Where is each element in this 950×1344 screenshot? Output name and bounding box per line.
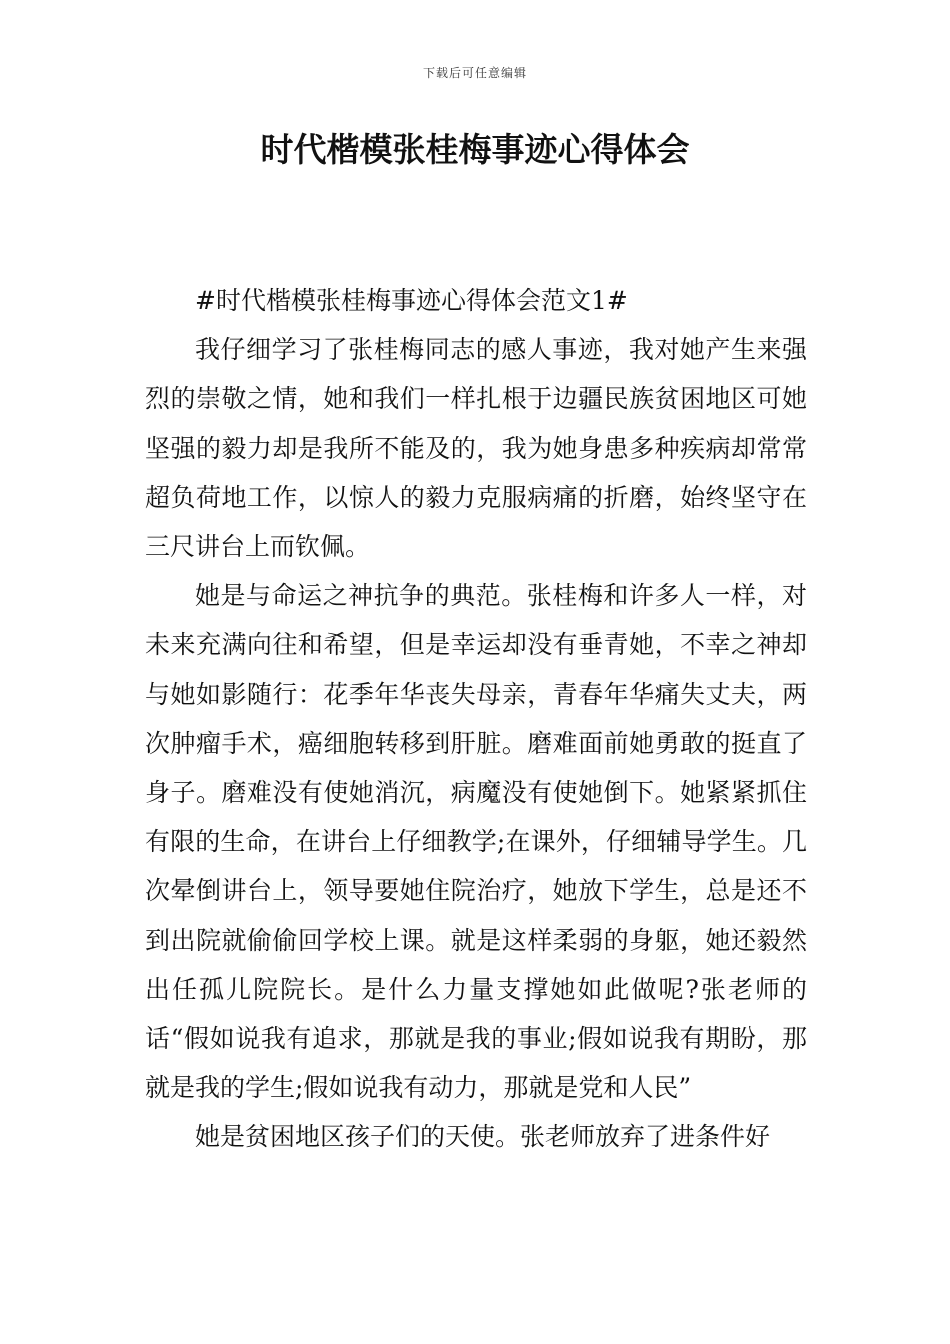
body-paragraph-2: 她是与命运之神抗争的典范。张桂梅和许多人一样，对未来充满向往和希望，但是幸运却没有垂青她，不幸之神却与她如影随行：花季年华丧失母亲，青春年华痛失丈夫，两次肿瘤手术，癌细胞转移到肝脏。磨难面前她勇敢的挺直了身子。磨难没有使她消沉，病魔没有使她倒下。她紧紧抓住有限的生命，在讲台上仔细教学;在课外，仔细辅导学生。几次晕倒讲台上，领导要她住院治疗，她放下学生，总是还不到出院就偷偷回学校上课。就是这样柔弱的身躯，她还毅然出任孤儿院院长。是什么力量支撑她如此做呢?张老师的话“假如说我有追求，那就是我的事业;假如说我有期盼，那就是我的学生;假如说我有动力，那就是党和人民” — [145, 581, 807, 1103]
section-heading: #时代楷模张桂梅事迹心得体会范文1# — [195, 286, 628, 315]
body-paragraph-3: 她是贫困地区孩子们的天使。张老师放弃了进条件好 — [195, 1122, 771, 1152]
document-title: 时代楷模张桂梅事迹心得体会 — [260, 130, 690, 169]
page-header-note: 下载后可任意编辑 — [422, 66, 527, 80]
document-body — [145, 276, 807, 1162]
body-paragraph-1: 我仔细学习了张桂梅同志的感人事迹，我对她产生来强烈的崇敬之情，她和我们一样扎根于边疆民族贫困地区可她坚强的毅力却是我所不能及的，我为她身患多种疾病却常常超负荷地工作，以惊人的毅力克服病痛的折磨，始终坚守在三尺讲台上而钦佩。 — [145, 335, 807, 562]
